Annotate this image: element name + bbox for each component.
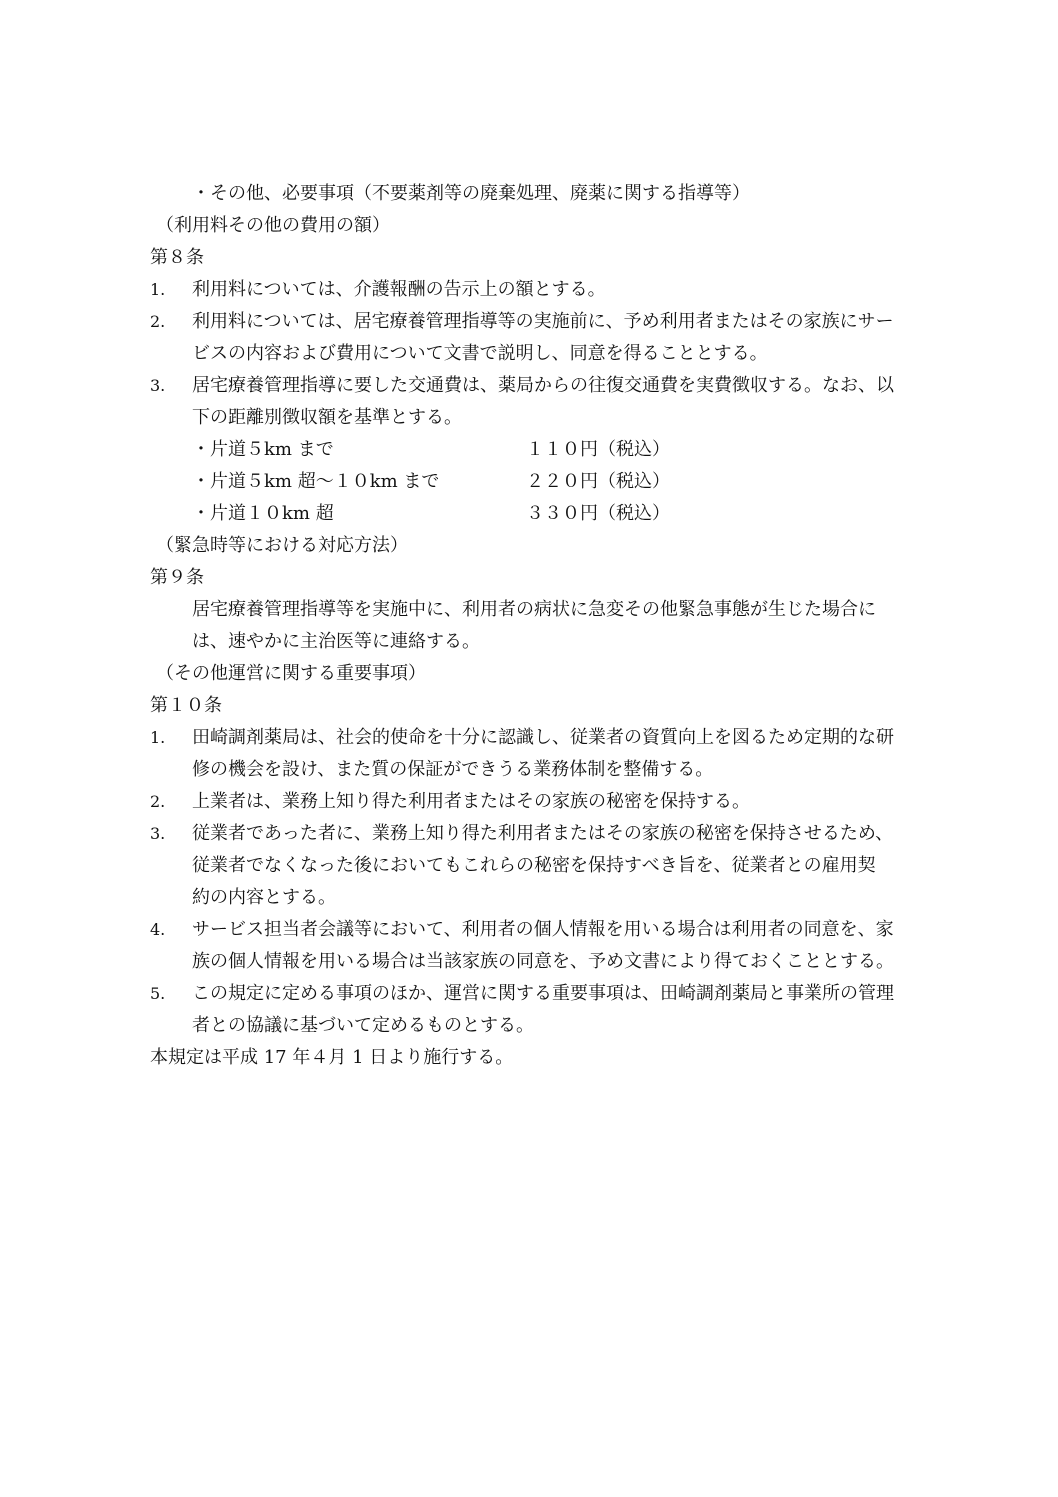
- article-10-heading: （その他運営に関する重要事項）: [156, 663, 426, 684]
- fare-price: ３３０円（税込）: [526, 503, 670, 524]
- item-text: 居宅療養管理指導に要した交通費は、薬局からの往復交通費を実費徴収する。なお、以: [192, 375, 894, 396]
- item-text: 利用料については、介護報酬の告示上の額とする。: [192, 279, 606, 300]
- article-8-item-3: [150, 370, 920, 434]
- item-text: 上業者は、業務上知り得た利用者またはその家族の秘密を保持する。: [192, 791, 750, 812]
- item-text-continued: ビスの内容および費用について文書で説明し、同意を得ることとする。: [192, 343, 768, 364]
- article-10-title: 第１０条: [150, 695, 222, 716]
- fare-row: [150, 434, 920, 466]
- item-text-continued: 下の距離別徴収額を基準とする。: [192, 407, 462, 428]
- article-10-item-1: [150, 722, 920, 786]
- fare-price: １１０円（税込）: [526, 439, 670, 460]
- article-8-item-2: [150, 306, 920, 370]
- fare-distance: ・片道５km まで: [192, 439, 334, 460]
- item-number: 3.: [150, 376, 166, 395]
- item-number: 5.: [150, 984, 166, 1003]
- article-8-title: 第８条: [150, 247, 204, 268]
- fare-row: [150, 466, 920, 498]
- article-9-heading: （緊急時等における対応方法）: [156, 535, 408, 556]
- item-number: 2.: [150, 312, 166, 331]
- item-text: 従業者であった者に、業務上知り得た利用者またはその家族の秘密を保持させるため、: [192, 823, 894, 844]
- fare-table: [150, 434, 920, 530]
- fare-distance: ・片道１０km 超: [192, 503, 334, 524]
- bullet-other-items: ・その他、必要事項（不要薬剤等の廃棄処理、廃薬に関する指導等）: [192, 183, 750, 204]
- article-10-item-2: [150, 786, 920, 818]
- item-text: この規定に定める事項のほか、運営に関する重要事項は、田崎調剤薬局と事業所の管理: [192, 983, 894, 1004]
- article-9-title: 第９条: [150, 567, 204, 588]
- item-text-continued: 者との協議に基づいて定めるものとする。: [192, 1015, 534, 1036]
- item-text: 田崎調剤薬局は、社会的使命を十分に認識し、従業者の資質向上を図るため定期的な研: [192, 727, 894, 748]
- item-text-continued: 修の機会を設け、また質の保証ができうる業務体制を整備する。: [192, 759, 714, 780]
- article-10-item-5: [150, 978, 920, 1042]
- article-9-text: 居宅療養管理指導等を実施中に、利用者の病状に急変その他緊急事態が生じた場合に: [192, 599, 876, 620]
- item-text-continued: 従業者でなくなった後においてもこれらの秘密を保持すべき旨を、従業者との雇用契: [192, 855, 876, 876]
- item-number: 4.: [150, 920, 166, 939]
- fare-price: ２２０円（税込）: [526, 471, 670, 492]
- item-text: 利用料については、居宅療養管理指導等の実施前に、予め利用者またはその家族にサー: [192, 311, 894, 332]
- article-10-item-3: [150, 818, 920, 914]
- item-text-continued: 族の個人情報を用いる場合は当該家族の同意を、予め文書により得ておくこととする。: [192, 951, 894, 972]
- item-number: 1.: [150, 280, 166, 299]
- article-10-item-4: [150, 914, 920, 978]
- article-8-heading: （利用料その他の費用の額）: [156, 215, 390, 236]
- item-text-continued: 約の内容とする。: [192, 887, 336, 908]
- fare-distance: ・片道５km 超〜１０km まで: [192, 471, 440, 492]
- item-number: 3.: [150, 824, 166, 843]
- item-number: 1.: [150, 728, 166, 747]
- item-number: 2.: [150, 792, 166, 811]
- document-body: [150, 178, 920, 1074]
- effective-date-statement: 本規定は平成 17 年４月 1 日より施行する。: [150, 1047, 514, 1068]
- article-8-item-1: [150, 274, 920, 306]
- item-text: サービス担当者会議等において、利用者の個人情報を用いる場合は利用者の同意を、家: [192, 919, 894, 940]
- article-9-text-continued: は、速やかに主治医等に連絡する。: [192, 631, 480, 652]
- fare-row: [150, 498, 920, 530]
